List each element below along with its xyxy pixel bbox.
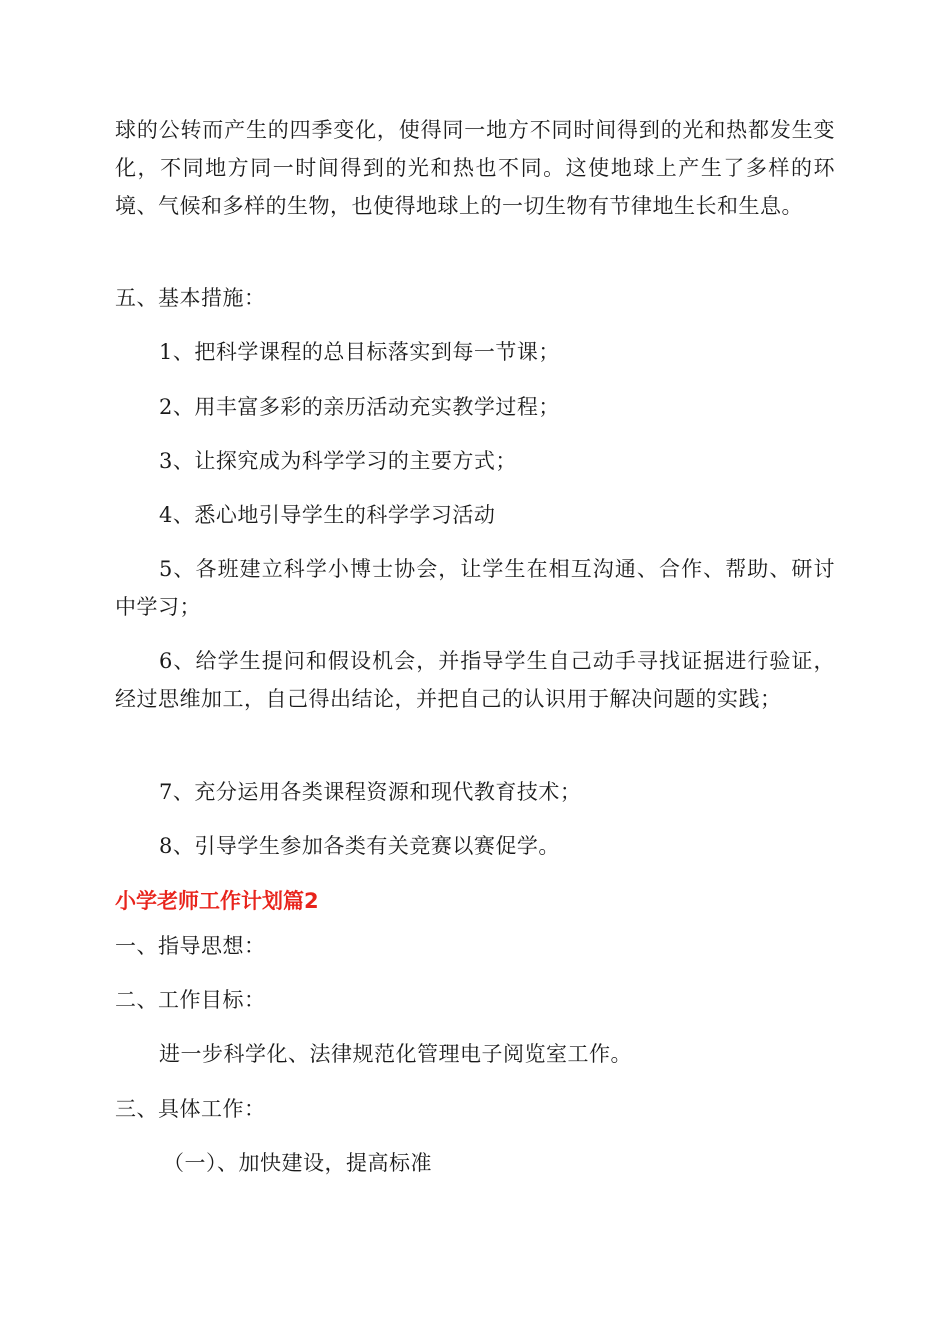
measure-item-7: 7、充分运用各类课程资源和现代教育技术； bbox=[159, 780, 582, 804]
specific-work-title: 三、具体工作： bbox=[115, 1097, 266, 1121]
article-heading: 小学老师工作计划篇2 bbox=[115, 889, 319, 913]
section-five-title: 五、基本措施： bbox=[115, 286, 266, 310]
sub-item-1: （一）、加快建设，提高标准 bbox=[163, 1151, 432, 1175]
work-goal-title: 二、工作目标： bbox=[115, 988, 266, 1012]
work-goal-text: 进一步科学化、法律规范化管理电子阅览室工作。 bbox=[159, 1042, 632, 1066]
measure-item-5: 5、各班建立科学小博士协会，让学生在相互沟通、合作、帮助、研讨中学习； bbox=[115, 557, 835, 619]
measure-item-6: 6、给学生提问和假设机会，并指导学生自己动手寻找证据进行验证，经过思维加工，自己得出结论，并把自己的认识用于解决问题的实践； bbox=[115, 649, 835, 711]
measure-item-2: 2、用丰富多彩的亲历活动充实教学过程； bbox=[159, 395, 560, 419]
continued-paragraph: 球的公转而产生的四季变化，使得同一地方不同时间得到的光和热都发生变化，不同地方同一时间得到的光和热也不同。这使地球上产生了多样的环境、气候和多样的生物，也使得地球上的一切生物有节律地生长和生息。 bbox=[115, 118, 835, 218]
measure-item-4: 4、悉心地引导学生的科学学习活动 bbox=[159, 503, 496, 527]
guiding-thought-title: 一、指导思想： bbox=[115, 934, 266, 958]
measure-item-1: 1、把科学课程的总目标落实到每一节课； bbox=[159, 340, 560, 364]
measure-item-8: 8、引导学生参加各类有关竞赛以赛促学。 bbox=[159, 834, 560, 858]
measure-item-3: 3、让探究成为科学学习的主要方式； bbox=[159, 449, 517, 473]
